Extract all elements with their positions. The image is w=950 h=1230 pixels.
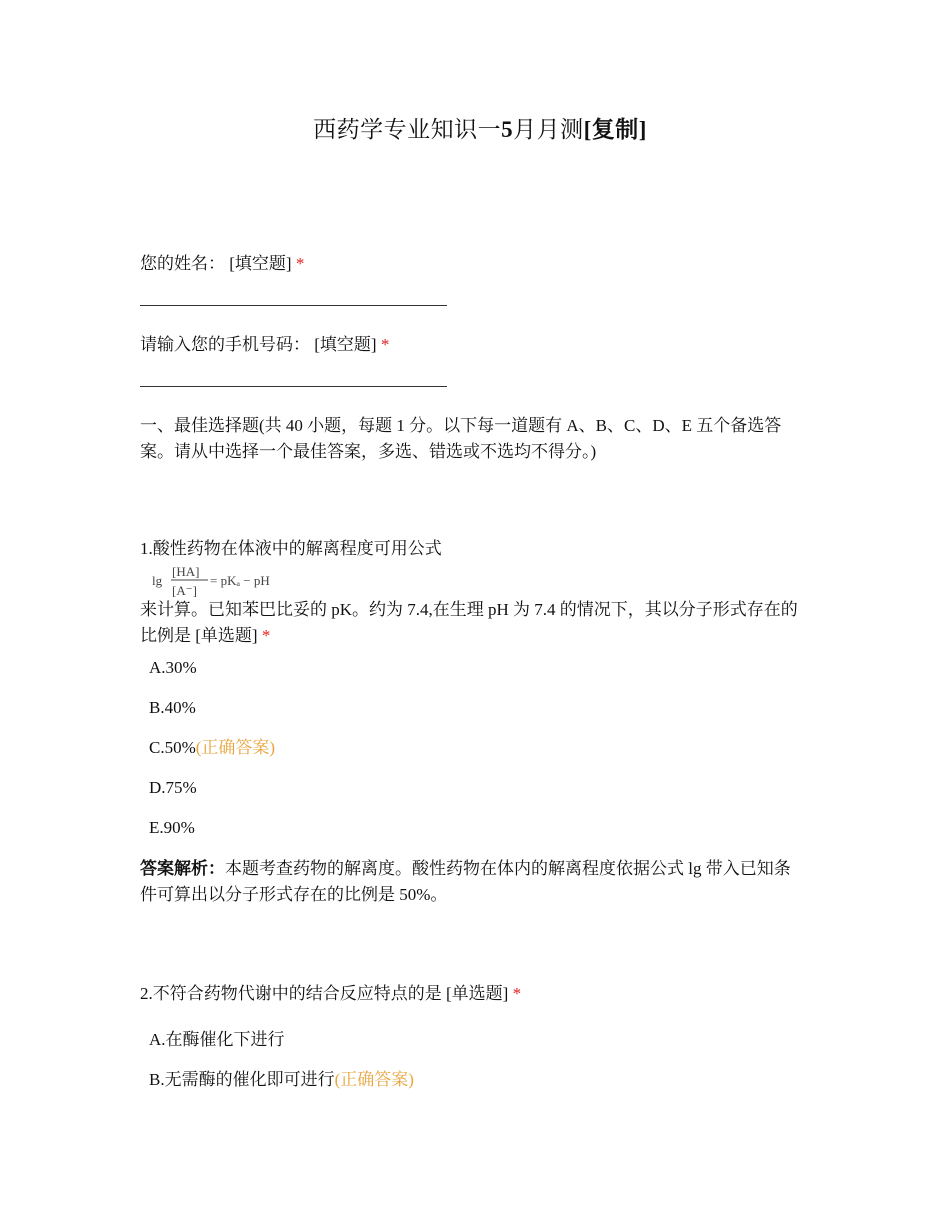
correct-answer-tag: (正确答案) xyxy=(195,738,276,757)
required-mark: * xyxy=(380,335,390,354)
formula-denominator: [A⁻] xyxy=(172,583,197,598)
q1-option-c[interactable]: C.50%(正确答案) xyxy=(149,738,276,757)
question-1-analysis: 答案解析：本题考查药物的解离度。酸性药物在体内的解离程度依据公式 lg 带入已知条件可算出以分子形式存在的比例是 50%。 xyxy=(140,859,791,904)
formula-numerator: [HA] xyxy=(172,564,200,579)
correct-answer-tag: (正确答案) xyxy=(334,1070,414,1089)
required-mark: * xyxy=(295,254,305,273)
q1-option-e[interactable]: E.90% xyxy=(149,818,195,837)
name-input-line[interactable] xyxy=(140,305,447,306)
formula-rhs: = pKₐ − pH xyxy=(210,573,270,588)
dissociation-formula xyxy=(152,563,312,599)
page-title: 西药学专业知识一5月月测[复制] xyxy=(313,117,647,142)
q1-option-b[interactable]: B.40% xyxy=(149,698,196,717)
q1-option-a[interactable]: A.30% xyxy=(149,658,197,677)
formula-lg: lg xyxy=(152,573,163,588)
analysis-label: 答案解析： xyxy=(140,859,225,878)
q1-option-d[interactable]: D.75% xyxy=(149,778,197,797)
question-2-stem: 2.不符合药物代谢中的结合反应特点的是 [单选题] * xyxy=(140,984,522,1003)
required-mark: * xyxy=(261,626,271,645)
q2-option-a[interactable]: A.在酶催化下进行 xyxy=(149,1030,285,1049)
name-field-label: 您的姓名： [填空题] * xyxy=(140,254,305,273)
q2-option-b[interactable]: B.无需酶的催化即可进行(正确答案) xyxy=(149,1070,414,1089)
question-1-stem: 来计算。已知苯巴比妥的 pK。约为 7.4,在生理 pH 为 7.4 的情况下，其以分子形式存在的比例是 [单选题] * xyxy=(140,600,798,645)
required-mark: * xyxy=(512,984,522,1003)
phone-input-line[interactable] xyxy=(140,386,447,387)
phone-field-label: 请输入您的手机号码： [填空题] * xyxy=(140,335,390,354)
question-1-intro: 1.酸性药物在体液中的解离程度可用公式 xyxy=(140,539,442,558)
section-heading: 一、最佳选择题(共 40 小题，每题 1 分。以下每一道题有 A、B、C、D、E 五个备选答案。请从中选择一个最佳答案，多选、错选或不选均不得分。) xyxy=(140,416,782,461)
